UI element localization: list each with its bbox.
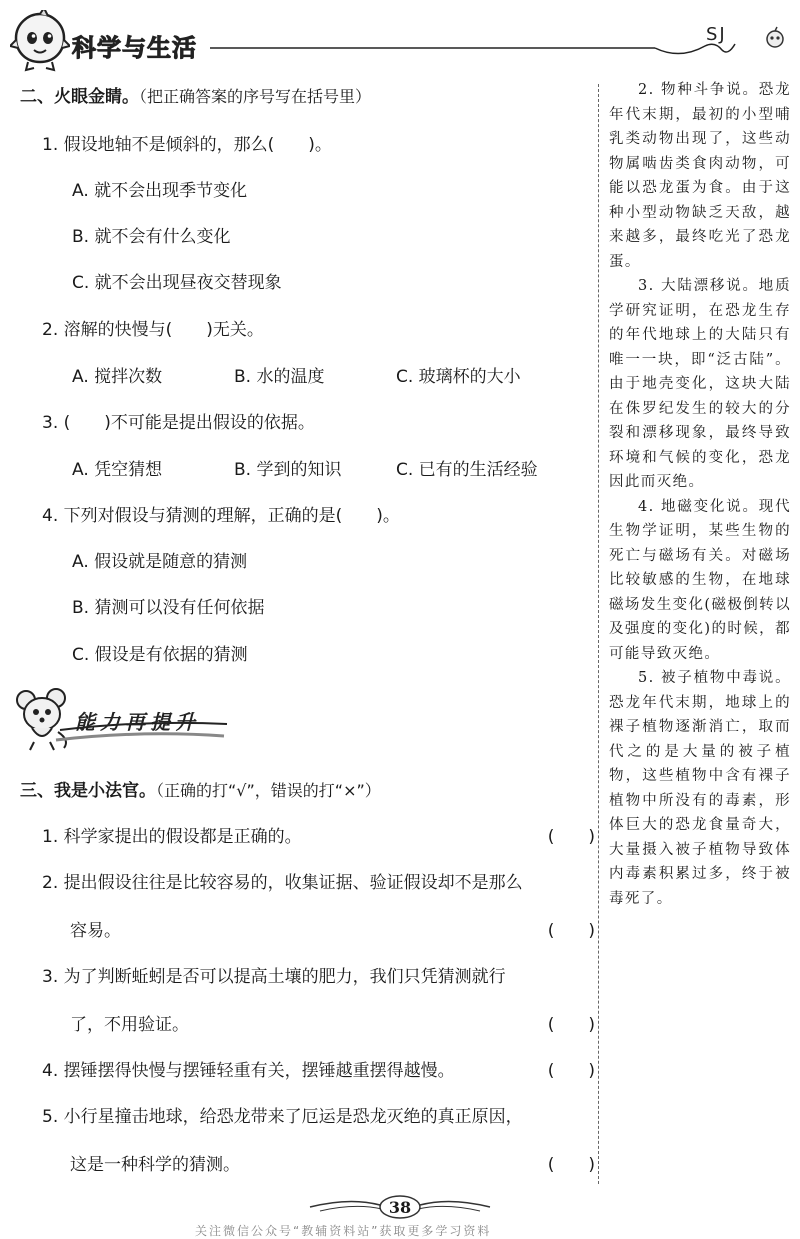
sidebar-column [609,78,791,911]
judge-answer-1[interactable]: ( ) [547,827,595,847]
page-number: 38 [388,1198,412,1217]
footer-note: 关注微信公众号“教辅资料站”获取更多学习资料 [195,1224,492,1238]
judge-item-1: 1. 科学家提出的假设都是正确的。 [42,827,302,847]
section2-instructions: （把正确答案的序号写在括号里） [139,87,372,106]
judge-item-3: 3. 为了判断蚯蚓是否可以提高土壤的肥力，我们只凭猜测就行 [42,967,506,987]
question-4: 4. 下列对假设与猜测的理解，正确的是( )。 [42,506,400,526]
banner-title: 能力再提升 [75,710,200,734]
judge-item-5: 5. 小行星撞击地球，给恐龙带来了厄运是恐龙灭绝的真正原因， [42,1107,523,1127]
section2-title: 二、火眼金睛。 [20,87,139,107]
section3-heading [20,776,381,801]
question-2: 2. 溶解的快慢与( )无关。 [42,320,264,340]
judge-item-3-cont: 了，不用验证。 [70,1015,189,1035]
header-title: 科学与生活 [72,33,197,62]
mascot-icon [10,10,70,72]
judge-answer-4[interactable]: ( ) [547,1061,595,1081]
judge-answer-2[interactable]: ( ) [547,921,595,941]
judge-item-5-cont: 这是一种科学的猜测。 [70,1155,240,1175]
section2-heading [20,82,371,107]
section3-title: 三、我是小法官。 [20,781,156,801]
judge-item-2: 2. 提出假设往往是比较容易的，收集证据、验证假设却不是那么 [42,873,523,893]
question-1-option-a[interactable]: A. 就不会出现季节变化 [72,181,248,201]
header-code: SJ [706,24,727,45]
question-2-option-b[interactable]: B. 水的温度 [234,367,325,387]
sidebar-paragraph-5: 5. 被子植物中毒说。恐龙年代末期，地球上的裸子植物逐渐消亡，取而代之的是大量的被子植物，这些植物中含有裸子植物中所没有的毒素，形体巨大的恐龙食量奇大，大量摄入被子植物导致体内毒素积累过多，终于被毒死了。 [609,670,791,907]
judge-answer-3[interactable]: ( ) [547,1015,595,1035]
question-3-option-a[interactable]: A. 凭空猜想 [72,460,163,480]
column-divider [598,84,599,1184]
question-3: 3. ( )不可能是提出假设的依据。 [42,413,315,433]
page-header [0,0,800,80]
judge-item-4: 4. 摆锤摆得快慢与摆锤轻重有关，摆锤越重摆得越慢。 [42,1061,455,1081]
section3-instructions: （正确的打“√”，错误的打“×”） [156,781,381,800]
sidebar-paragraph-2: 2. 物种斗争说。恐龙年代末期，最初的小型哺乳类动物出现了，这些动物属啮齿类食肉动物，可能以恐龙蛋为食。由于这种小型动物缺乏天敌，越来越多，最终吃光了恐龙蛋。 [609,82,791,270]
question-4-option-a[interactable]: A. 假设就是随意的猜测 [72,552,248,572]
question-3-option-c[interactable]: C. 已有的生活经验 [396,460,538,480]
question-2-option-c[interactable]: C. 玻璃杯的大小 [396,367,521,387]
small-mascot-icon [762,26,788,52]
judge-item-2-cont: 容易。 [70,921,121,941]
question-1-option-b[interactable]: B. 就不会有什么变化 [72,227,231,247]
question-1-option-c[interactable]: C. 就不会出现昼夜交替现象 [72,273,282,293]
question-1: 1. 假设地轴不是倾斜的，那么( )。 [42,135,332,155]
sidebar-paragraph-4: 4. 地磁变化说。现代生物学证明，某些生物的死亡与磁场有关。对磁场比较敏感的生物，在地球磁场发生变化(磁极倒转以及强度的变化)的时候，都可能导致灭绝。 [609,498,791,662]
question-2-option-a[interactable]: A. 搅拌次数 [72,367,163,387]
question-4-option-c[interactable]: C. 假设是有依据的猜测 [72,645,248,665]
judge-answer-5[interactable]: ( ) [547,1155,595,1175]
question-4-option-b[interactable]: B. 猜测可以没有任何依据 [72,598,265,618]
question-3-option-b[interactable]: B. 学到的知识 [234,460,342,480]
sidebar-paragraph-3: 3. 大陆漂移说。地质学研究证明，在恐龙生存的年代地球上的大陆只有唯一一块，即“泛古陆”。由于地壳变化，这块大陆在侏罗纪发生的较大的分裂和漂移现象，最终导致环境和气候的变化，恐龙因此而灭绝。 [609,278,791,490]
header-rule [210,38,740,68]
